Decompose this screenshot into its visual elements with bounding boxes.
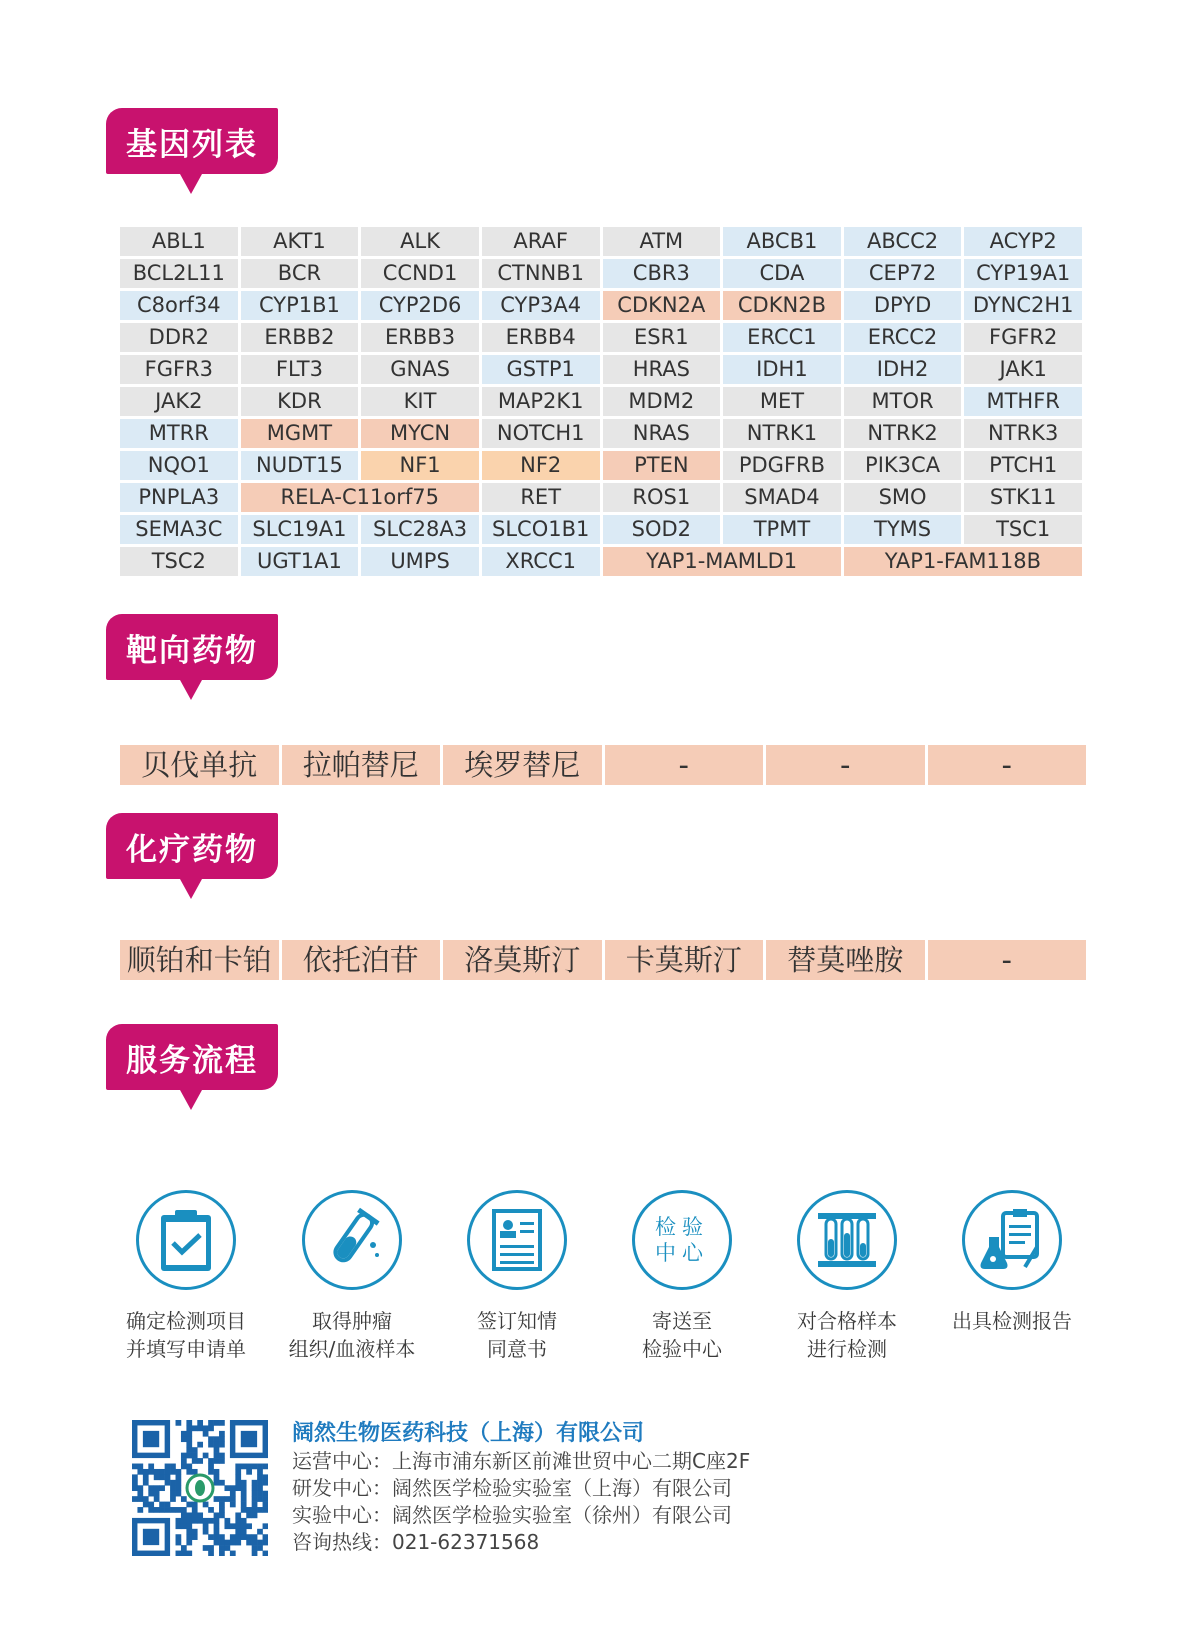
gene-cell: NF2 xyxy=(482,451,600,480)
targeted-drug-cell: - xyxy=(928,745,1087,785)
lab-report-icon xyxy=(962,1190,1062,1290)
gene-cell: IDH2 xyxy=(844,355,962,384)
gene-cell: NTRK3 xyxy=(964,419,1082,448)
gene-cell: PNPLA3 xyxy=(120,483,238,512)
gene-cell: ERCC1 xyxy=(723,323,841,352)
footer-contact xyxy=(292,1420,750,1556)
gene-cell: ROS1 xyxy=(603,483,721,512)
step-label-line1: 寄送至 xyxy=(652,1309,712,1333)
gene-cell: HRAS xyxy=(603,355,721,384)
gene-cell: SLCO1B1 xyxy=(482,515,600,544)
gene-cell: RELA-C11orf75 xyxy=(241,483,479,512)
gene-cell: CDKN2B xyxy=(723,291,841,320)
step-label-line2: 进行检测 xyxy=(807,1337,887,1361)
targeted-drug-cell: 拉帕替尼 xyxy=(282,745,441,785)
gene-cell: ALK xyxy=(361,227,479,256)
gene-cell: TYMS xyxy=(844,515,962,544)
qr-code xyxy=(132,1420,268,1556)
gene-cell: PIK3CA xyxy=(844,451,962,480)
chemo-drug-cell: - xyxy=(928,940,1087,980)
section-title: 化疗药物 xyxy=(126,831,258,868)
gene-cell: DDR2 xyxy=(120,323,238,352)
clipboard-check-icon xyxy=(136,1190,236,1290)
process-step-1 xyxy=(111,1190,261,1363)
targeted-drug-cell: 贝伐单抗 xyxy=(120,745,279,785)
gene-cell: MGMT xyxy=(241,419,359,448)
chemo-drug-cell: 依托泊苷 xyxy=(282,940,441,980)
section-tag-process xyxy=(106,1024,278,1090)
address-rnd: 研发中心：阔然医学检验实验室（上海）有限公司 xyxy=(292,1476,732,1500)
gene-cell: CTNNB1 xyxy=(482,259,600,288)
gene-cell: NQO1 xyxy=(120,451,238,480)
gene-cell: PTCH1 xyxy=(964,451,1082,480)
gene-cell: BCR xyxy=(241,259,359,288)
gene-cell: ABCC2 xyxy=(844,227,962,256)
company-name: 阔然生物医药科技（上海）有限公司 xyxy=(292,1421,645,1446)
step-label-line1: 出具检测报告 xyxy=(952,1309,1072,1333)
targeted-drug-cell: - xyxy=(766,745,925,785)
gene-cell: KIT xyxy=(361,387,479,416)
chemo-drug-cell: 替莫唑胺 xyxy=(766,940,925,980)
gene-cell: TSC1 xyxy=(964,515,1082,544)
gene-cell: SMO xyxy=(844,483,962,512)
section-tag-targeted xyxy=(106,614,278,680)
gene-cell: GSTP1 xyxy=(482,355,600,384)
gene-cell: NTRK2 xyxy=(844,419,962,448)
gene-cell: C8orf34 xyxy=(120,291,238,320)
gene-cell: NRAS xyxy=(603,419,721,448)
gene-cell: ABL1 xyxy=(120,227,238,256)
gene-cell: ERBB3 xyxy=(361,323,479,352)
lab-center-icon-text-2: 中心 xyxy=(655,1241,709,1265)
targeted-drugs-row xyxy=(120,745,1086,785)
gene-cell: TPMT xyxy=(723,515,841,544)
step-label-line2: 并填写申请单 xyxy=(126,1337,246,1361)
lab-center-icon-text-1: 检验 xyxy=(655,1215,709,1239)
gene-cell: NOTCH1 xyxy=(482,419,600,448)
gene-cell: ERBB2 xyxy=(241,323,359,352)
gene-cell: CYP1B1 xyxy=(241,291,359,320)
gene-cell: CBR3 xyxy=(603,259,721,288)
chemo-drug-cell: 洛莫斯汀 xyxy=(443,940,602,980)
gene-cell: MDM2 xyxy=(603,387,721,416)
gene-cell: YAP1-MAMLD1 xyxy=(603,547,841,576)
gene-cell: JAK1 xyxy=(964,355,1082,384)
gene-cell: DPYD xyxy=(844,291,962,320)
chemo-drug-cell: 顺铂和卡铂 xyxy=(120,940,279,980)
gene-cell: NTRK1 xyxy=(723,419,841,448)
gene-cell: UGT1A1 xyxy=(241,547,359,576)
gene-cell: MTOR xyxy=(844,387,962,416)
gene-cell: TSC2 xyxy=(120,547,238,576)
section-tag-chemo xyxy=(106,813,278,879)
section-title: 服务流程 xyxy=(126,1042,258,1079)
gene-cell: ESR1 xyxy=(603,323,721,352)
gene-cell: YAP1-FAM118B xyxy=(844,547,1082,576)
test-tube-icon xyxy=(302,1190,402,1290)
gene-cell: CYP19A1 xyxy=(964,259,1082,288)
section-title: 基因列表 xyxy=(126,126,258,163)
chemo-drug-cell: 卡莫斯汀 xyxy=(605,940,764,980)
gene-cell: ERBB4 xyxy=(482,323,600,352)
section-title: 靶向药物 xyxy=(126,632,258,669)
gene-cell: FLT3 xyxy=(241,355,359,384)
targeted-drug-cell: - xyxy=(605,745,764,785)
gene-cell: MTHFR xyxy=(964,387,1082,416)
gene-cell: AKT1 xyxy=(241,227,359,256)
gene-cell: CEP72 xyxy=(844,259,962,288)
gene-cell: MAP2K1 xyxy=(482,387,600,416)
gene-cell: SEMA3C xyxy=(120,515,238,544)
gene-cell: XRCC1 xyxy=(482,547,600,576)
process-step-4 xyxy=(607,1190,757,1363)
gene-cell: SMAD4 xyxy=(723,483,841,512)
process-step-6 xyxy=(937,1190,1087,1335)
gene-cell: PDGFRB xyxy=(723,451,841,480)
gene-cell: CDKN2A xyxy=(603,291,721,320)
step-label-line1: 确定检测项目 xyxy=(126,1309,246,1333)
consent-form-icon xyxy=(467,1190,567,1290)
step-label-line1: 对合格样本 xyxy=(797,1309,897,1333)
gene-cell: JAK2 xyxy=(120,387,238,416)
step-label-line2: 检验中心 xyxy=(642,1337,722,1361)
test-tube-rack-icon xyxy=(797,1190,897,1290)
gene-cell: ARAF xyxy=(482,227,600,256)
step-label-line2: 同意书 xyxy=(487,1337,547,1361)
gene-cell: STK11 xyxy=(964,483,1082,512)
gene-cell: FGFR3 xyxy=(120,355,238,384)
gene-cell: ERCC2 xyxy=(844,323,962,352)
gene-table xyxy=(120,227,1082,576)
gene-cell: PTEN xyxy=(603,451,721,480)
address-lab: 实验中心：阔然医学检验实验室（徐州）有限公司 xyxy=(292,1503,732,1527)
section-tag-genes xyxy=(106,108,278,174)
gene-cell: CYP2D6 xyxy=(361,291,479,320)
gene-cell: MTRR xyxy=(120,419,238,448)
address-operations: 运营中心：上海市浦东新区前滩世贸中心二期C座2F xyxy=(292,1449,751,1473)
hotline: 咨询热线：021-62371568 xyxy=(292,1530,540,1554)
step-label-line1: 签订知情 xyxy=(477,1309,557,1333)
gene-cell: DYNC2H1 xyxy=(964,291,1082,320)
step-label-line1: 取得肿瘤 xyxy=(312,1309,392,1333)
gene-cell: IDH1 xyxy=(723,355,841,384)
gene-cell: MET xyxy=(723,387,841,416)
gene-cell: ACYP2 xyxy=(964,227,1082,256)
gene-cell: SOD2 xyxy=(603,515,721,544)
gene-cell: UMPS xyxy=(361,547,479,576)
gene-cell: CDA xyxy=(723,259,841,288)
gene-cell: NF1 xyxy=(361,451,479,480)
targeted-drug-cell: 埃罗替尼 xyxy=(443,745,602,785)
gene-cell: GNAS xyxy=(361,355,479,384)
gene-cell: SLC28A3 xyxy=(361,515,479,544)
step-label-line2: 组织/血液样本 xyxy=(288,1337,416,1361)
gene-cell: CCND1 xyxy=(361,259,479,288)
gene-cell: NUDT15 xyxy=(241,451,359,480)
process-step-3 xyxy=(442,1190,592,1363)
process-step-2 xyxy=(277,1190,427,1363)
gene-cell: BCL2L11 xyxy=(120,259,238,288)
chemo-drugs-row xyxy=(120,940,1086,980)
gene-cell: ABCB1 xyxy=(723,227,841,256)
gene-cell: CYP3A4 xyxy=(482,291,600,320)
gene-cell: ATM xyxy=(603,227,721,256)
gene-cell: RET xyxy=(482,483,600,512)
gene-cell: SLC19A1 xyxy=(241,515,359,544)
gene-cell: MYCN xyxy=(361,419,479,448)
gene-cell: FGFR2 xyxy=(964,323,1082,352)
lab-center-icon xyxy=(632,1190,732,1290)
gene-cell: KDR xyxy=(241,387,359,416)
process-step-5 xyxy=(772,1190,922,1363)
